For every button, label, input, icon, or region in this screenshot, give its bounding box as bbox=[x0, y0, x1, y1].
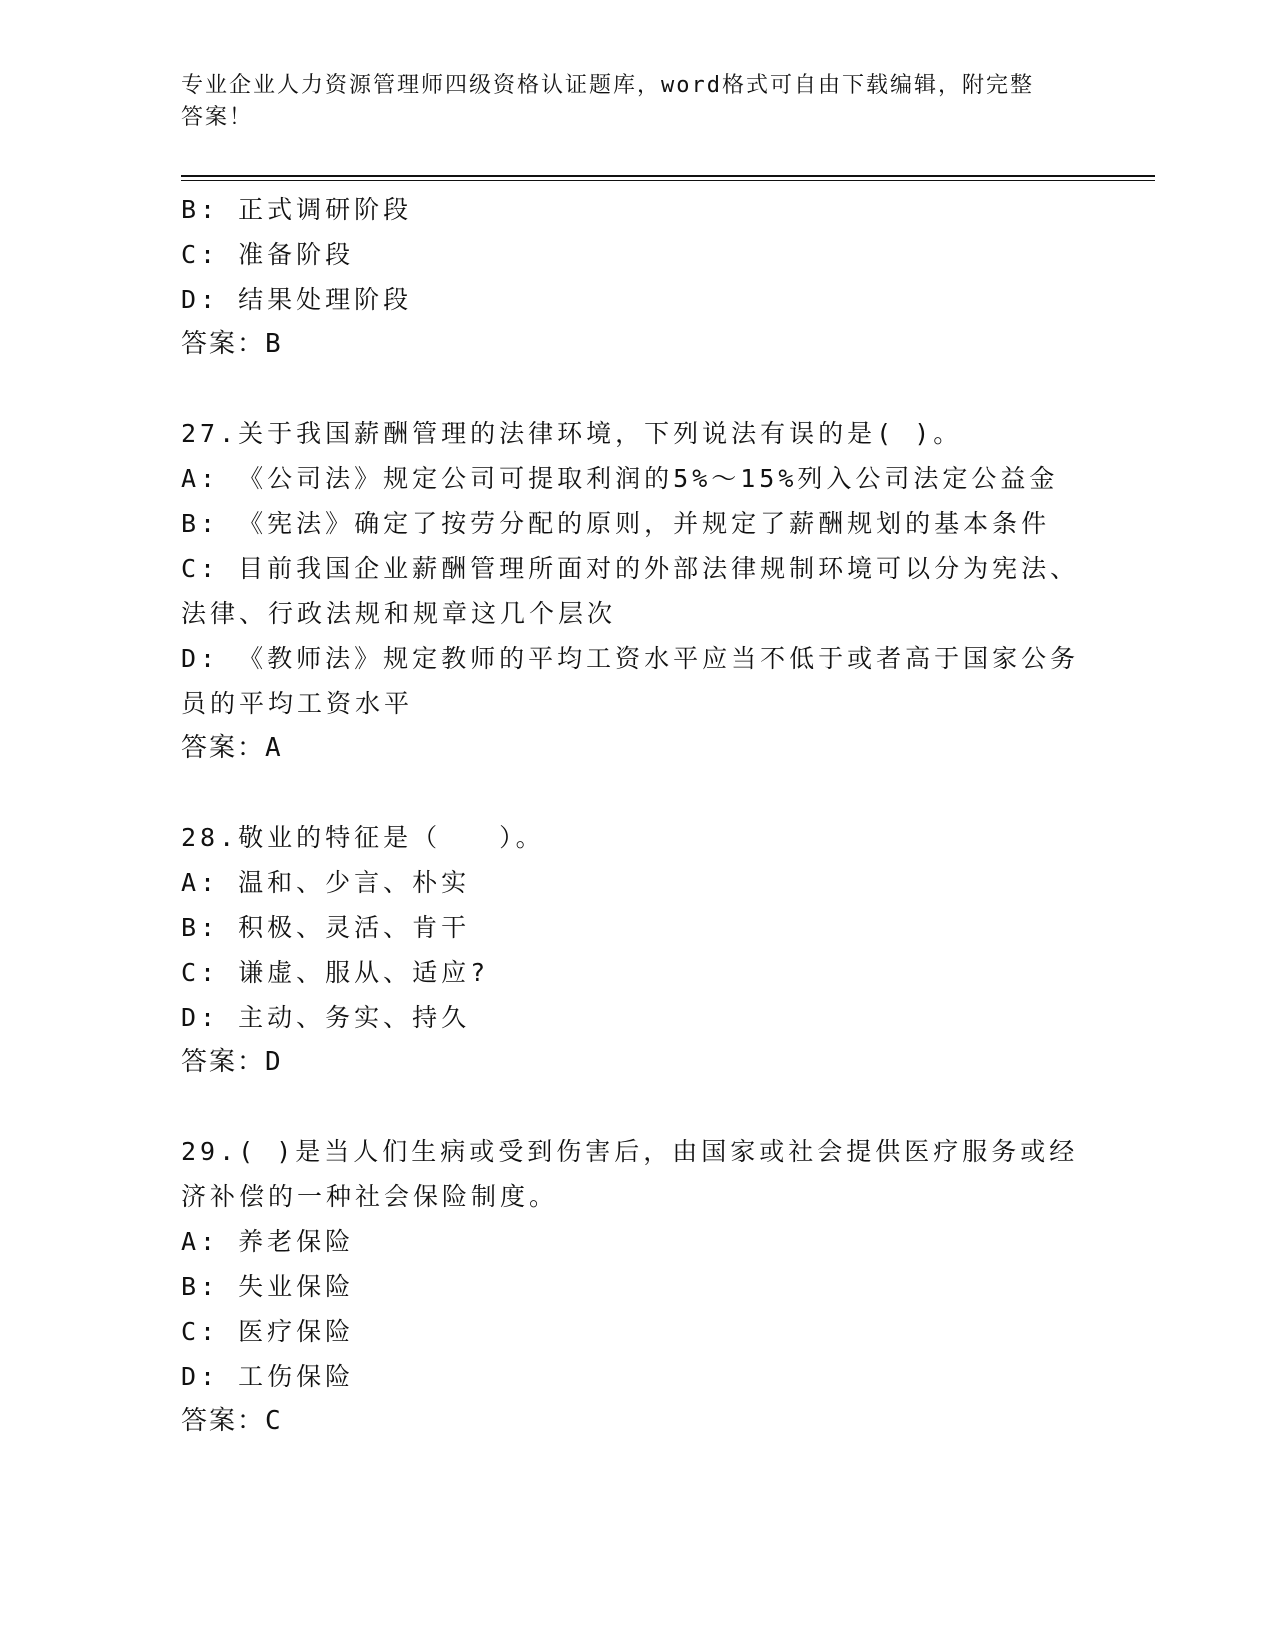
option-b: B: 失业保险 bbox=[181, 1272, 355, 1301]
spacer bbox=[181, 1085, 1081, 1129]
option-a: A: 养老保险 bbox=[181, 1227, 355, 1256]
option-d: D: 主动、务实、持久 bbox=[181, 1003, 471, 1032]
spacer bbox=[181, 771, 1081, 815]
option-d: D: 工伤保险 bbox=[181, 1362, 355, 1391]
question-26-tail bbox=[181, 187, 1081, 367]
question-27 bbox=[181, 411, 1081, 771]
question-text-continued: 济补偿的一种社会保险制度。 bbox=[181, 1182, 559, 1211]
option-a: A: 温和、少言、朴实 bbox=[181, 868, 471, 897]
question-29 bbox=[181, 1129, 1081, 1444]
header-divider bbox=[181, 175, 1155, 181]
answer: 答案：A bbox=[181, 733, 283, 763]
header-line-2: 答案！ bbox=[181, 105, 254, 130]
option-b: B: 积极、灵活、肯干 bbox=[181, 913, 471, 942]
option-c: C: 医疗保险 bbox=[181, 1317, 355, 1346]
answer: 答案：B bbox=[181, 329, 283, 359]
option-d-continued: 员的平均工资水平 bbox=[181, 689, 414, 718]
question-text: 27.关于我国薪酬管理的法律环境，下列说法有误的是( )。 bbox=[181, 419, 963, 448]
option-c: C: 准备阶段 bbox=[181, 240, 355, 269]
question-text: 29.( )是当人们生病或受到伤害后，由国家或社会提供医疗服务或经 bbox=[181, 1137, 1079, 1166]
question-list bbox=[181, 187, 1081, 1444]
spacer bbox=[181, 367, 1081, 411]
answer: 答案：D bbox=[181, 1047, 283, 1077]
header-line-1: 专业企业人力资源管理师四级资格认证题库，word格式可自由下载编辑，附完整 bbox=[181, 73, 1034, 98]
question-text: 28.敬业的特征是（ ）。 bbox=[181, 823, 545, 852]
page-header bbox=[181, 70, 1061, 134]
option-b: B: 《宪法》确定了按劳分配的原则，并规定了薪酬规划的基本条件 bbox=[181, 509, 1051, 538]
option-c: C: 目前我国企业薪酬管理所面对的外部法律规制环境可以分为宪法、 bbox=[181, 554, 1080, 583]
option-a: A: 《公司法》规定公司可提取利润的5%～15%列入公司法定公益金 bbox=[181, 464, 1059, 493]
option-c: C: 谦虚、服从、适应? bbox=[181, 958, 490, 987]
option-b: B: 正式调研阶段 bbox=[181, 195, 413, 224]
option-d: D: 结果处理阶段 bbox=[181, 285, 413, 314]
option-d: D: 《教师法》规定教师的平均工资水平应当不低于或者高于国家公务 bbox=[181, 644, 1080, 673]
option-c-continued: 法律、行政法规和规章这几个层次 bbox=[181, 599, 617, 628]
answer: 答案：C bbox=[181, 1406, 283, 1436]
question-28 bbox=[181, 815, 1081, 1085]
